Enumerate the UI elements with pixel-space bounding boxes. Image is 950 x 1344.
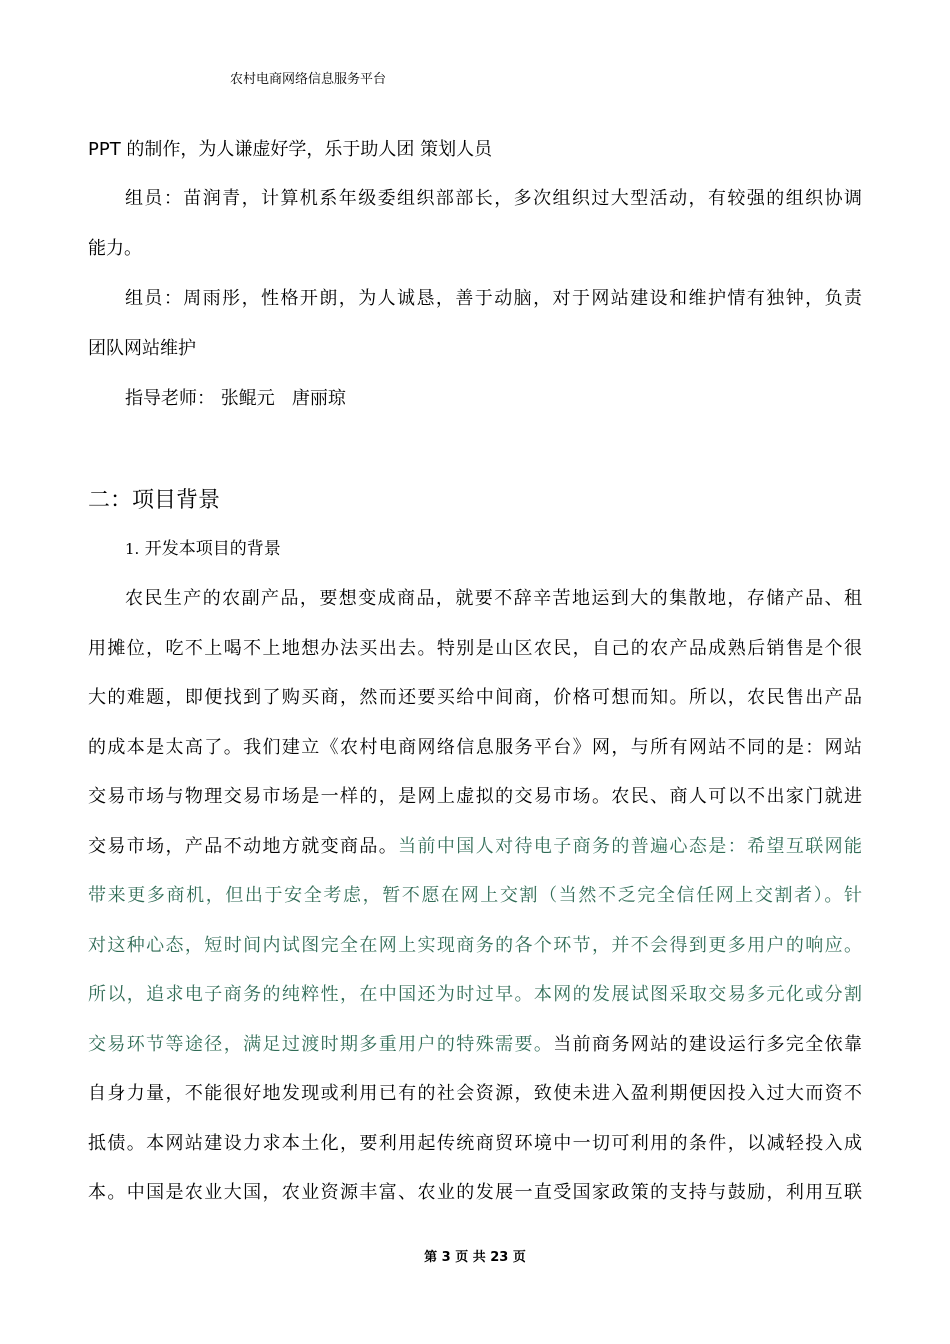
paragraph-line: 抵债。本网站建设力求本土化，要利用起传统商贸环境中一切可利用的条件，以减轻投入成 <box>88 1133 862 1154</box>
team-member-3-line-1: 组员：周雨彤，性格开朗，为人诚恳，善于动脑，对于网站建设和维护情有独钟，负责 <box>125 288 862 309</box>
highlighted-line: 所以，追求电子商务的纯粹性，在中国还为时过早。本网的发展试图采取交易多元化或分割 <box>88 984 862 1005</box>
paragraph-line <box>88 1032 862 1058</box>
highlighted-segment: 当前中国人对待电子商务的普遍心态是：希望互联网能 <box>398 836 862 857</box>
team-member-2-line-2: 能力。 <box>88 238 142 259</box>
highlighted-segment: 交易环节等途径，满足过渡时期多重用户的特殊需要。 <box>88 1034 554 1055</box>
paragraph-line: 本。中国是农业大国，农业资源丰富、农业的发展一直受国家政策的支持与鼓励，利用互联 <box>88 1182 862 1203</box>
section-heading: 二：项目背景 <box>88 488 221 513</box>
paragraph-line: 自身力量，不能很好地发现或利用已有的社会资源，致使未进入盈利期便因投入过大而资不 <box>88 1083 862 1104</box>
advisors-line: 指导老师： 张鲲元 唐丽琼 <box>125 388 346 409</box>
paragraph-line <box>88 834 862 860</box>
page-number-footer: 第 3 页 共 23 页 <box>424 1250 526 1265</box>
team-member-2-line-1: 组员：苗润青，计算机系年级委组织部部长，多次组织过大型活动，有较强的组织协调 <box>125 188 862 209</box>
subsection-heading <box>125 537 281 561</box>
paragraph-line: 大的难题，即便找到了购买商，然而还要买给中间商，价格可想而知。所以，农民售出产品 <box>88 687 862 708</box>
running-header: 农村电商网络信息服务平台 <box>230 72 387 87</box>
team-member-3-line-2: 团队网站维护 <box>88 338 196 359</box>
team-line-1: PPT 的制作，为人谦虚好学，乐于助人团 策划人员 <box>88 139 493 160</box>
paragraph-line: 用摊位，吃不上喝不上地想办法买出去。特别是山区农民，自己的农产品成熟后销售是个很 <box>88 638 862 659</box>
paragraph-segment: 当前商务网站的建设运行多完全依靠 <box>553 1034 863 1055</box>
highlighted-line: 对这种心态，短时间内试图完全在网上实现商务的各个环节，并不会得到更多用户的响应。 <box>88 935 862 956</box>
paragraph-line: 交易市场与物理交易市场是一样的，是网上虚拟的交易市场。农民、商人可以不出家门就进 <box>88 786 862 807</box>
paragraph-line: 的成本是太高了。我们建立《农村电商网络信息服务平台》网，与所有网站不同的是：网站 <box>88 737 862 758</box>
subsection-number: 1. <box>125 540 140 558</box>
highlighted-line: 带来更多商机，但出于安全考虑，暂不愿在网上交割（当然不乏完全信任网上交割者）。针 <box>88 885 862 906</box>
paragraph-line: 农民生产的农副产品，要想变成商品，就要不辞辛苦地运到大的集散地，存储产品、租 <box>125 588 862 609</box>
paragraph-segment: 交易市场，产品不动地方就变商品。 <box>88 836 399 857</box>
subsection-title: 开发本项目的背景 <box>144 539 281 559</box>
